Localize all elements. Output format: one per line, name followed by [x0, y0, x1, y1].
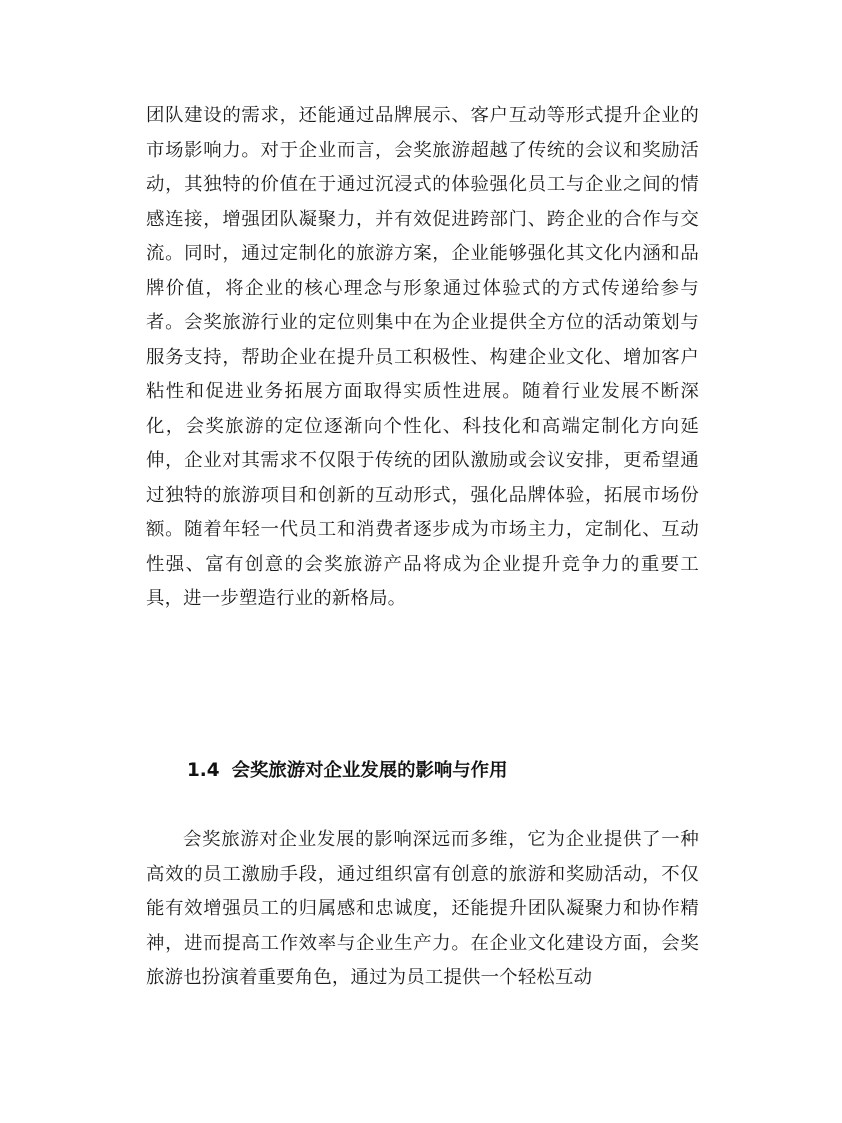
section-heading	[187, 757, 507, 785]
body-paragraph-continued: 团队建设的需求，还能通过品牌展示、客户互动等形式提升企业的市场影响力。对于企业而言，会奖旅游超越了传统的会议和奖励活动，其独特的价值在于通过沉浸式的体验强化员工与企业之间的情感连接，增强团队凝聚力，并有效促进跨部门、跨企业的合作与交流。同时，通过定制化的旅游方案，企业能够强化其文化内涵和品牌价值，将企业的核心理念与形象通过体验式的方式传递给参与者。会奖旅游行业的定位则集中在为企业提供全方位的活动策划与服务支持，帮助企业在提升员工积极性、构建企业文化、增加客户粘性和促进业务拓展方面取得实质性进展。随着行业发展不断深化，会奖旅游的定位逐渐向个性化、科技化和高端定制化方向延伸，企业对其需求不仅限于传统的团队激励或会议安排，更希望通过独特的旅游项目和创新的互动形式，强化品牌体验，拓展市场份额。随着年轻一代员工和消费者逐步成为市场主力，定制化、互动性强、富有创意的会奖旅游产品将成为企业提升竞争力的重要工具，进一步塑造行业的新格局。	[146, 105, 699, 609]
body-paragraph: 会奖旅游对企业发展的影响深远而多维，它为企业提供了一种高效的员工激励手段，通过组织富有创意的旅游和奖励活动，不仅能有效增强员工的归属感和忠诚度，还能提升团队凝聚力和协作精神，进而提高工作效率与企业生产力。在企业文化建设方面，会奖旅游也扮演着重要角色，通过为员工提供一个轻松互动	[146, 829, 699, 988]
section-number: 1.4	[187, 760, 220, 781]
section-title: 会奖旅游对企业发展的影响与作用	[231, 760, 508, 781]
